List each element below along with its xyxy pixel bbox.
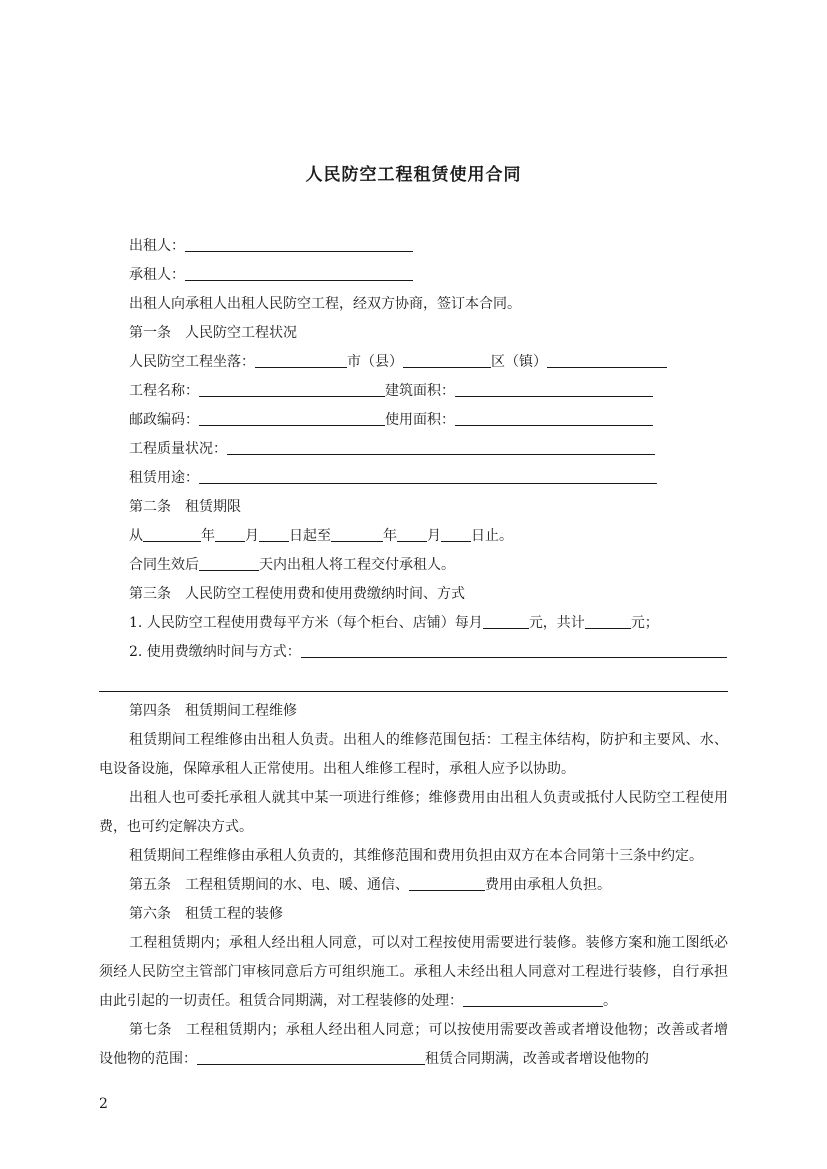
town-blank[interactable]: [547, 350, 667, 368]
month-label: 月: [245, 528, 259, 544]
year2-label: 年: [383, 528, 397, 544]
article-6-text: 工程租赁期内；承租人经出租人同意，可以对工程按使用需要进行装修。装修方案和施工图纸必须经人民防空主管部门审核同意后方可组织施工。承租人未经出租人同意对工程进行装修，自行承担由此引起的一切责任。租赁合同期满，对工程装修的处理：: [99, 935, 728, 1009]
article-6-end: 。: [603, 993, 617, 1009]
purpose-line: [99, 464, 728, 493]
from-label: 从: [129, 528, 143, 544]
fee-unit-label: 元；: [630, 615, 659, 631]
delivery-label: 天内出租人将工程交付承租人。: [259, 557, 455, 573]
fee-total-label: 元，共计: [528, 615, 585, 631]
end-day-blank[interactable]: [441, 524, 471, 542]
lessor-label: 出租人：: [129, 238, 185, 254]
purpose-label: 租赁用途：: [129, 470, 199, 486]
article-7-number: 第七条: [129, 1022, 172, 1038]
lessee-blank[interactable]: [185, 263, 413, 281]
article-5-number: 第五条: [129, 877, 171, 893]
usable-area-blank[interactable]: [455, 408, 653, 426]
city-label: 市（县）: [347, 354, 403, 370]
location-label: 人民防空工程坐落：: [129, 354, 255, 370]
lessee-line: [99, 261, 728, 290]
start-month-blank[interactable]: [215, 524, 245, 542]
article-4-paragraph-3: [99, 842, 728, 871]
district-label: 区（镇）: [491, 354, 547, 370]
document-title: 人民防空工程租赁使用合同: [305, 165, 522, 185]
start-day-blank[interactable]: [259, 524, 289, 542]
purpose-blank[interactable]: [199, 466, 657, 484]
intro-text: 出租人向承租人出租人民防空工程，经双方协商，签订本合同。: [129, 296, 521, 312]
fee-item-1-text: 1. 人民防空工程使用费每平方米（每个柜台、店铺）每月: [129, 615, 483, 631]
quality-line: [99, 435, 728, 464]
contract-body: [99, 232, 728, 667]
day-end-label: 日止。: [471, 528, 513, 544]
project-name-line: [99, 377, 728, 406]
total-fee-blank[interactable]: [585, 611, 631, 629]
article-2-title: 租赁期限: [185, 499, 241, 515]
building-area-label: 建筑面积：: [385, 383, 455, 399]
monthly-fee-blank[interactable]: [483, 611, 529, 629]
full-width-blank-line[interactable]: [99, 691, 728, 692]
improvement-scope-blank[interactable]: [197, 1047, 425, 1065]
delivery-days-blank[interactable]: [199, 553, 259, 571]
postcode-line: [99, 406, 728, 435]
article-4-paragraph-3-text: 租赁期间工程维修由承租人负责的，其维修范围和费用负担由双方在本合同第十三条中约定。: [129, 848, 703, 864]
article-4-paragraph-1: 租赁期间工程维修由出租人负责。出租人的维修范围包括：工程主体结构，防护和主要风、水、电设备设施，保障承租人正常使用。出租人维修工程时，承租人应予以协助。: [99, 732, 728, 777]
decoration-handling-blank[interactable]: [463, 989, 603, 1007]
quality-label: 工程质量状况：: [129, 441, 227, 457]
article-4-title: 租赁期间工程维修: [185, 703, 297, 719]
lessor-line: [99, 232, 728, 261]
fee-item-2: [99, 638, 728, 667]
article-5: [99, 871, 728, 900]
end-month-blank[interactable]: [397, 524, 427, 542]
article-5-text-a: 工程租赁期间的水、电、暖、通信、: [185, 877, 409, 893]
day-to-label: 日起至: [289, 528, 331, 544]
article-6-number: 第六条: [129, 906, 171, 922]
article-4-paragraph-2: 出租人也可委托承租人就其中某一项进行维修；维修费用由出租人负责或抵付人民防空工程使用费，也可约定解决方式。: [99, 790, 728, 835]
month2-label: 月: [427, 528, 441, 544]
lessee-label: 承租人：: [129, 267, 185, 283]
building-area-blank[interactable]: [455, 379, 653, 397]
article-4-heading: [99, 697, 728, 726]
article-7-text-b: 租赁合同期满，改善或者增设他物的: [425, 1051, 649, 1067]
article-2-heading: [99, 493, 728, 522]
article-6-paragraph: [99, 929, 728, 1016]
article-1-title: 人民防空工程状况: [185, 325, 297, 341]
city-blank[interactable]: [255, 350, 347, 368]
end-year-blank[interactable]: [331, 524, 383, 542]
article-4-number: 第四条: [129, 703, 171, 719]
page-number: 2: [99, 1096, 108, 1112]
project-name-label: 工程名称：: [129, 383, 199, 399]
fee-item-1: [99, 609, 728, 638]
article-3-number: 第三条: [129, 586, 171, 602]
term-line: [99, 522, 728, 551]
intro-line: [99, 290, 728, 319]
contract-body-continued: [99, 697, 728, 1074]
location-line: [99, 348, 728, 377]
article-5-text-b: 费用由承租人负担。: [485, 877, 611, 893]
article-7-paragraph: [99, 1016, 728, 1074]
quality-blank[interactable]: [227, 437, 655, 455]
year-label: 年: [201, 528, 215, 544]
article-1-heading: [99, 319, 728, 348]
article-6-title: 租赁工程的装修: [185, 906, 283, 922]
article-2-number: 第二条: [129, 499, 171, 515]
start-year-blank[interactable]: [143, 524, 201, 542]
postcode-label: 邮政编码：: [129, 412, 199, 428]
other-fees-blank[interactable]: [409, 873, 485, 891]
fee-item-2-text: 2. 使用费缴纳时间与方式：: [129, 644, 301, 660]
postcode-blank[interactable]: [199, 408, 385, 426]
article-7-text-a: 工程租赁期内；承租人经出租人同意；可以按使用需要改善或者增设他物；改善或者增设他物的范围：: [99, 1022, 729, 1067]
delivery-line: [99, 551, 728, 580]
article-3-heading: [99, 580, 728, 609]
usable-area-label: 使用面积：: [385, 412, 455, 428]
effective-label: 合同生效后: [129, 557, 199, 573]
district-blank[interactable]: [403, 350, 491, 368]
article-6-heading: [99, 900, 728, 929]
article-3-title: 人民防空工程使用费和使用费缴纳时间、方式: [185, 586, 465, 602]
article-1-number: 第一条: [129, 325, 171, 341]
payment-method-blank[interactable]: [301, 640, 727, 658]
project-name-blank[interactable]: [199, 379, 385, 397]
lessor-blank[interactable]: [185, 234, 413, 252]
